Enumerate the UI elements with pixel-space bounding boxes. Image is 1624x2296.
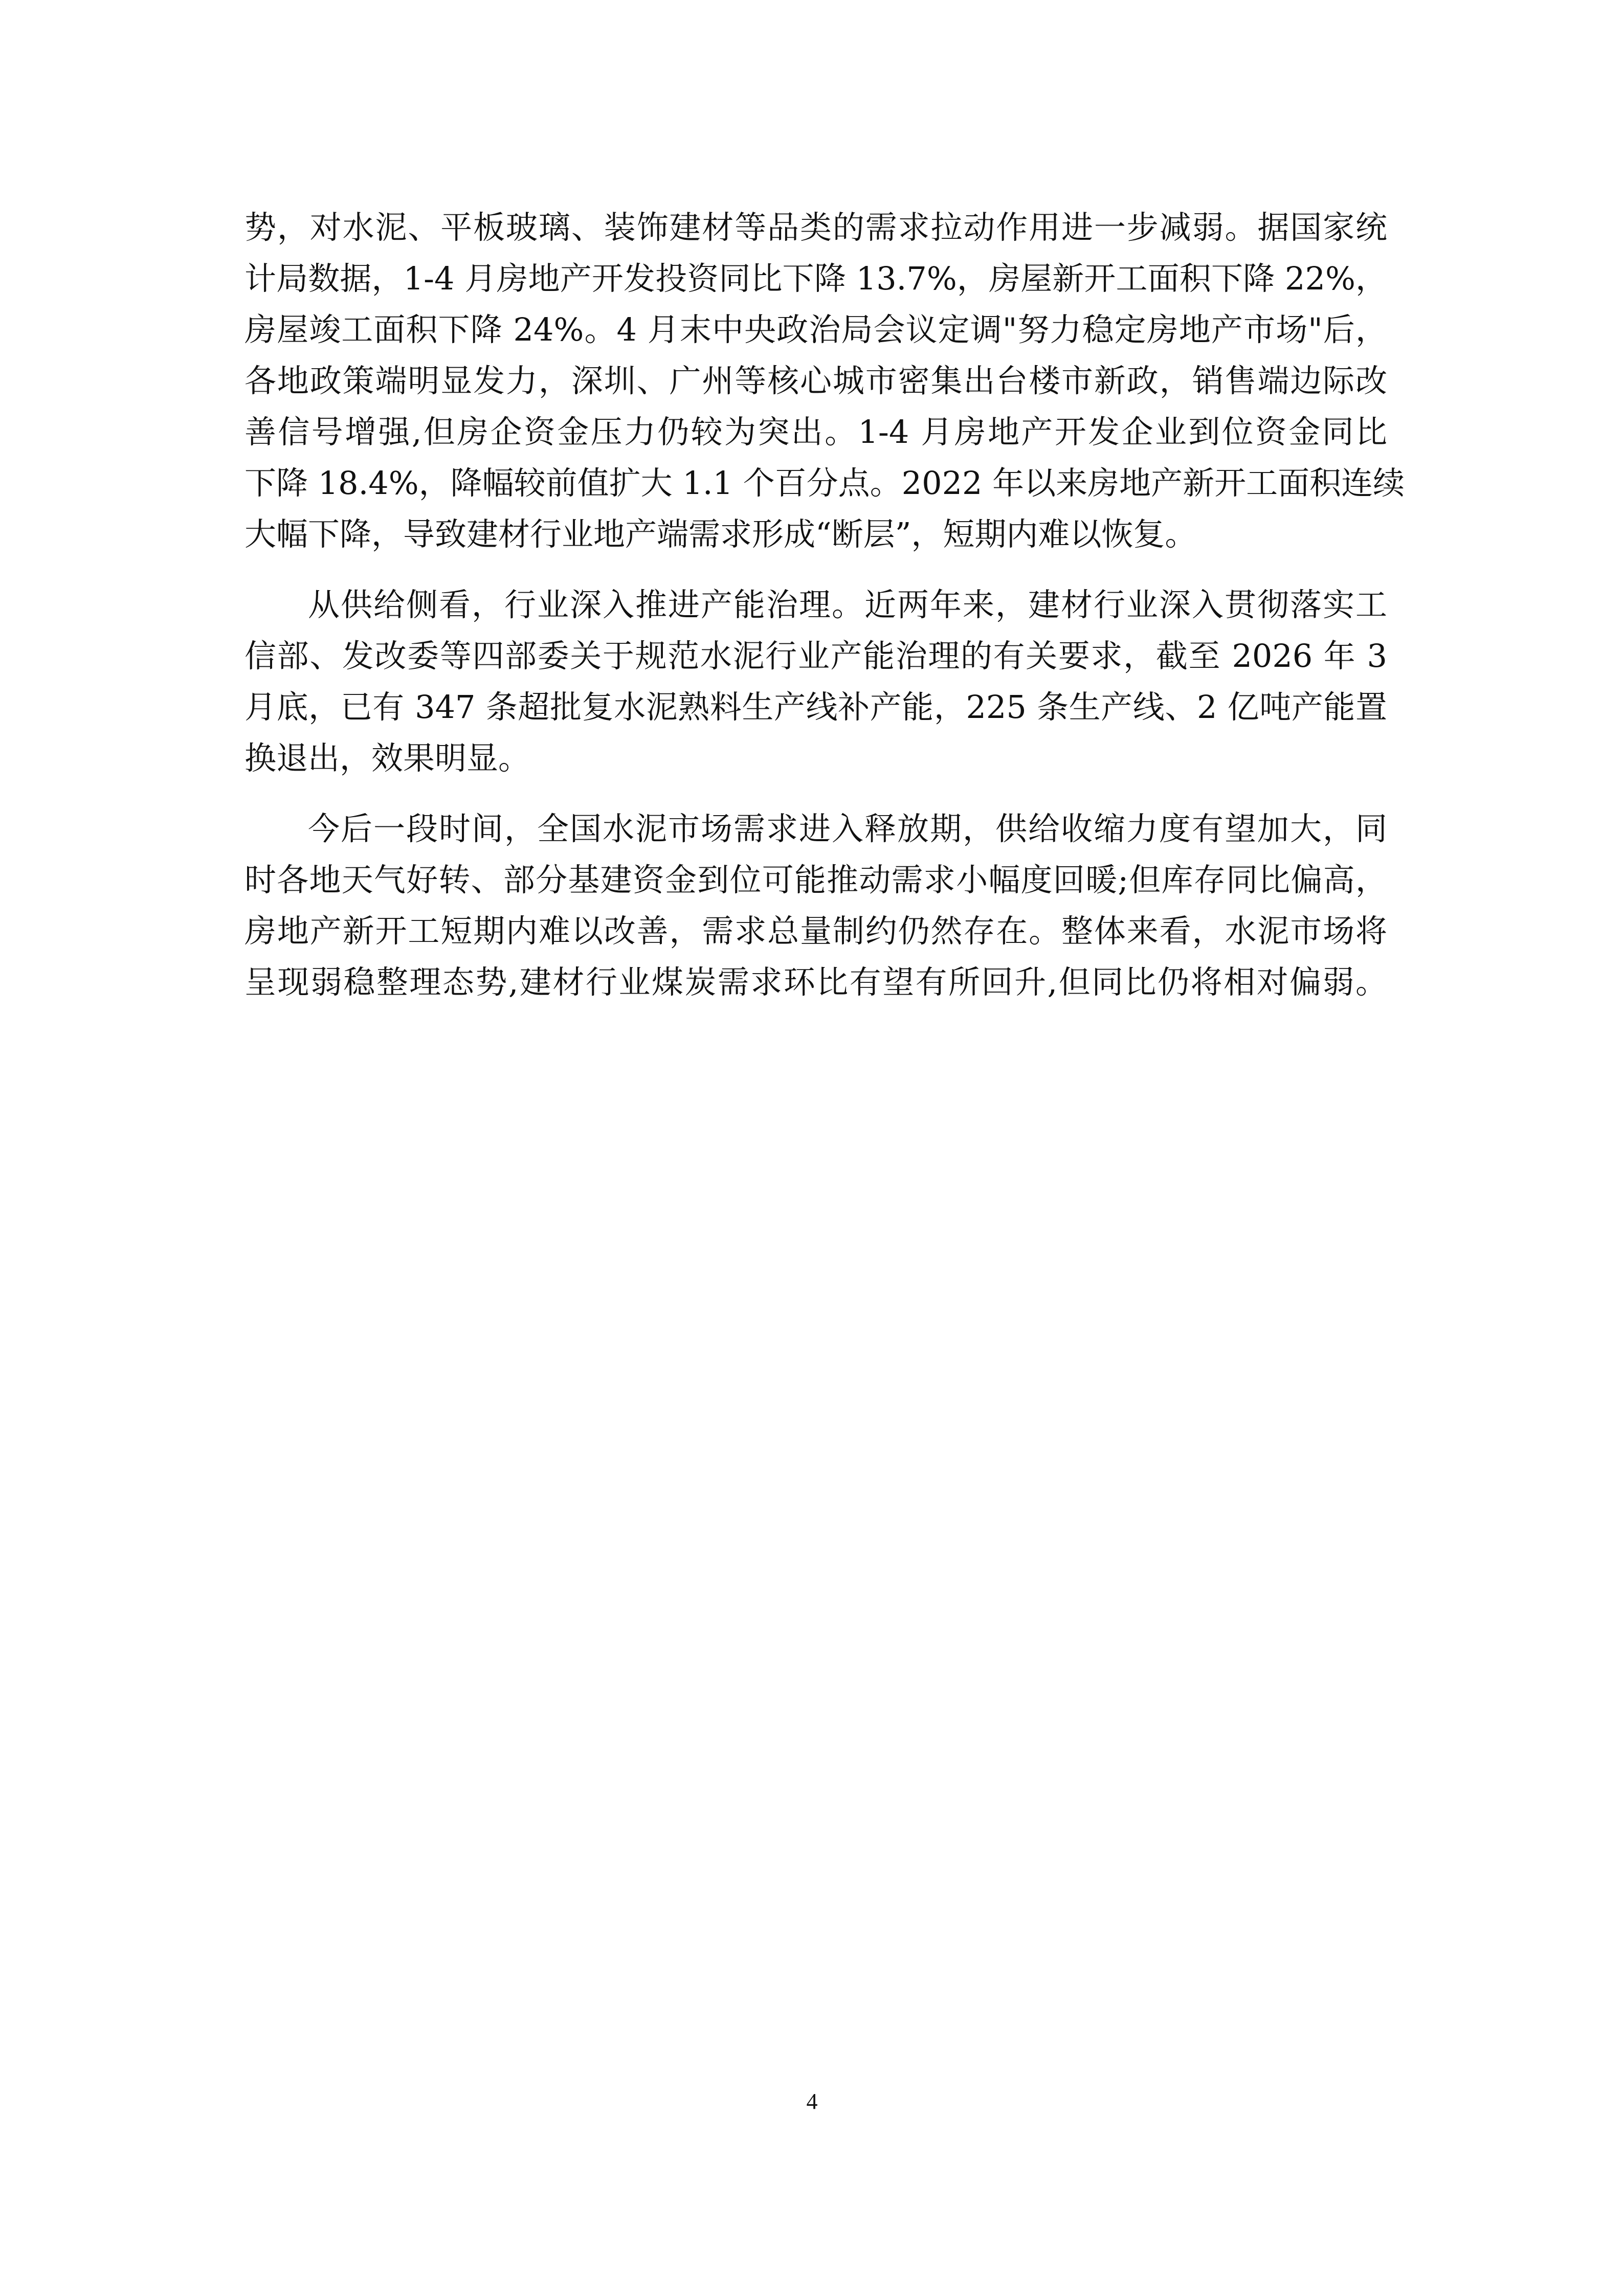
body-text xyxy=(244,202,1405,1008)
text-line: 善信号增强,但房企资金压力仍较为突出。1-4 月房地产开发企业到位资金同比 xyxy=(244,413,1387,451)
text-line: 势，对水泥、平板玻璃、装饰建材等品类的需求拉动作用进一步减弱。据国家统 xyxy=(244,209,1387,246)
paragraph-outlook xyxy=(244,803,1387,1008)
text-line: 房地产新开工短期内难以改善，需求总量制约仍然存在。整体来看，水泥市场将 xyxy=(244,912,1387,950)
text-line: 换退出，效果明显。 xyxy=(244,739,530,777)
text-line: 计局数据，1-4 月房地产开发投资同比下降 13.7%，房屋新开工面积下降 22%， xyxy=(244,260,1387,297)
text-line: 时各地天气好转、部分基建资金到位可能推动需求小幅度回暖;但库存同比偏高， xyxy=(244,861,1387,898)
text-line: 信部、发改委等四部委关于规范水泥行业产能治理的有关要求，截至 2026 年 3 xyxy=(244,637,1387,674)
text-line: 从供给侧看，行业深入推进产能治理。近两年来，建材行业深入贯彻落实工 xyxy=(308,586,1387,623)
text-line: 大幅下降，导致建材行业地产端需求形成“断层”，短期内难以恢复。 xyxy=(244,515,1197,553)
text-line: 下降 18.4%，降幅较前值扩大 1.1 个百分点。2022 年以来房地产新开工面积连续 xyxy=(244,464,1405,502)
paragraph-spacing xyxy=(244,784,1387,803)
text-line: 各地政策端明显发力，深圳、广州等核心城市密集出台楼市新政，销售端边际改 xyxy=(244,362,1387,399)
paragraph-supply-side xyxy=(244,579,1387,784)
paragraph-demand-side xyxy=(244,202,1405,560)
text-line: 呈现弱稳整理态势,建材行业煤炭需求环比有望有所回升,但同比仍将相对偏弱。 xyxy=(244,963,1387,1001)
text-line: 月底，已有 347 条超批复水泥熟料生产线补产能，225 条生产线、2 亿吨产能置 xyxy=(244,688,1387,726)
page-number: 4 xyxy=(806,2089,818,2114)
text-line: 今后一段时间，全国水泥市场需求进入释放期，供给收缩力度有望加大，同 xyxy=(308,810,1387,847)
text-line: 房屋竣工面积下降 24%。4 月末中央政治局会议定调"努力稳定房地产市场"后， xyxy=(244,311,1387,348)
paragraph-spacing xyxy=(244,560,1387,579)
